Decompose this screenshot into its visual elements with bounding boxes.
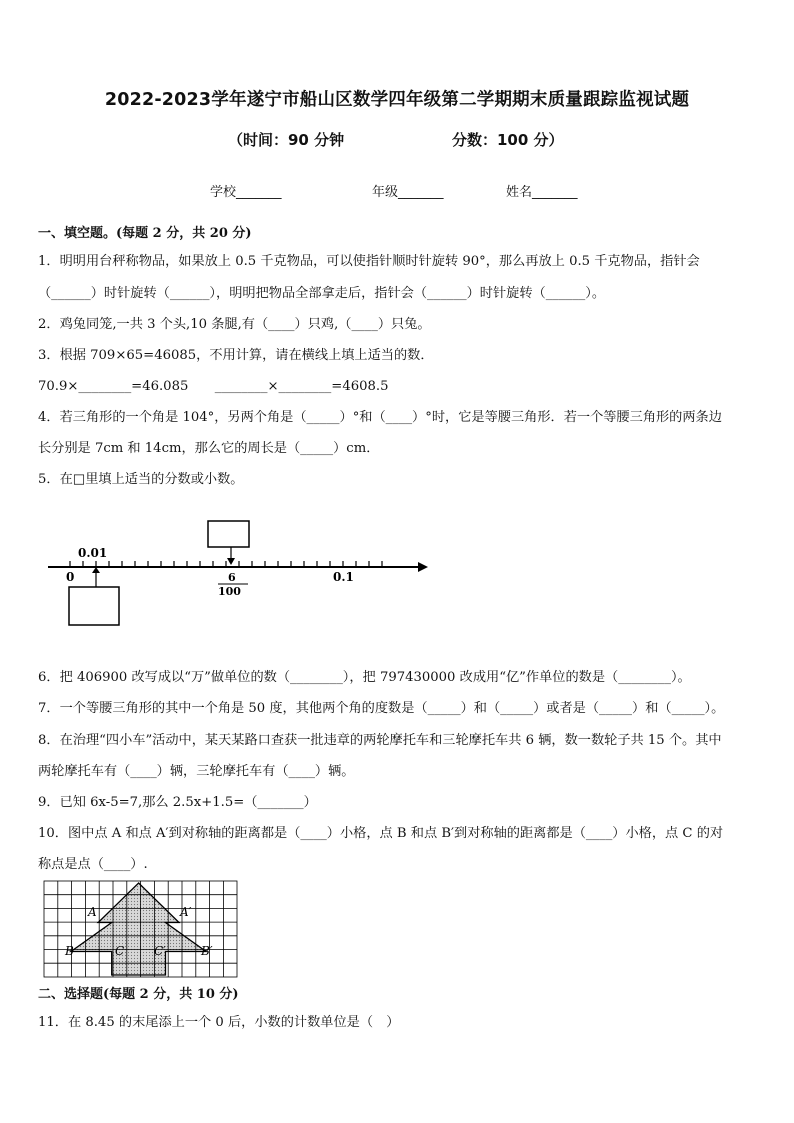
grade-field[interactable]: 年级_______ [372,185,444,200]
time-info: （时间：90 分钟 [228,131,345,149]
q1-line2: （______）时针旋转（______），明明把物品全部拿走后，指针会（______）时针旋转（______）。 [38,286,606,301]
q10-line1: 10．图中点 A 和点 A′到对称轴的距离都是（____）小格，点 B 和点 B′到对称轴的距离都是（____）小格，点 C 的对 [38,826,724,841]
q1-line1: 1．明明用台秤称物品，如果放上 0.5 千克物品，可以使指针顺时针旋转 90°，那么再放上 0.5 千克物品，指针会 [38,254,700,269]
q6: 6．把 406900 改写成以“万”做单位的数（________），把 797430000 改成用“亿”作单位的数是（________）。 [38,670,691,685]
tree-shape [71,883,206,975]
q11: 11．在 8.45 的末尾添上一个 0 后，小数的计数单位是（ ） [38,1015,400,1030]
point-B: B [65,944,74,958]
section2-heading: 二、选择题(每题 2 分，共 10 分) [38,987,239,1002]
q8-line2: 两轮摩托车有（____）辆，三轮摩托车有（____）辆。 [38,764,355,779]
point-A: A [88,905,97,919]
name-field[interactable]: 姓名_______ [506,185,578,200]
q5: 5．在□里填上适当的分数或小数。 [38,472,244,487]
grid-lines [44,881,237,977]
point-A-prime: A′ [180,905,192,919]
point-C-prime: C′ [154,944,166,958]
label-0-1: 0.1 [333,570,354,584]
q3-line1: 3．根据 709×65=46085，不用计算，请在横线上填上适当的数． [38,348,434,363]
point-C: C [115,944,125,958]
label-0: 0 [66,570,75,584]
label-0-01: 0.01 [78,546,108,560]
q8-line1: 8．在治理“四小车”活动中，某天某路口查获一批违章的两轮摩托车和三轮摩托车共 6 辆，数一数轮子共 15 个。其中 [38,733,722,748]
q4-line2: 长分别是 7cm 和 14cm，那么它的周长是（_____）cm． [38,441,380,456]
arrow-head-icon [418,562,428,572]
answer-box-bottom[interactable] [69,587,119,625]
q2: 2．鸡兔同笼,一共 3 个头,10 条腿,有（____）只鸡,（____）只兔。 [38,317,431,332]
school-field[interactable]: 学校_______ [210,185,282,200]
label-6: 6 [228,571,236,584]
exam-title: 2022-2023学年遂宁市船山区数学四年级第二学期期末质量跟踪监视试题 [104,90,690,110]
score-info: 分数：100 分） [452,131,564,149]
q7: 7．一个等腰三角形的其中一个角是 50 度，其他两个角的度数是（_____）和（_____）或者是（_____）和（_____）。 [38,701,725,716]
symmetry-grid-figure [40,879,240,983]
q9: 9．已知 6x-5=7,那么 2.5x+1.5=（_______） [38,795,317,810]
q10-line2: 称点是点（____）. [38,857,148,872]
number-line-figure [40,515,440,634]
arrow-down-icon [227,558,235,565]
q4-line1: 4．若三角形的一个角是 104°，另两个角是（_____）°和（____）°时，它是等腰三角形．若一个等腰三角形的两条边 [38,410,722,425]
point-B-prime: B′ [201,944,213,958]
answer-box-top[interactable] [208,521,249,547]
section1-heading: 一、填空题。(每题 2 分，共 20 分) [38,226,252,241]
q3-line2: 70.9×________=46.085 ________×________=4608.5 [38,379,389,394]
label-100: 100 [218,585,241,598]
